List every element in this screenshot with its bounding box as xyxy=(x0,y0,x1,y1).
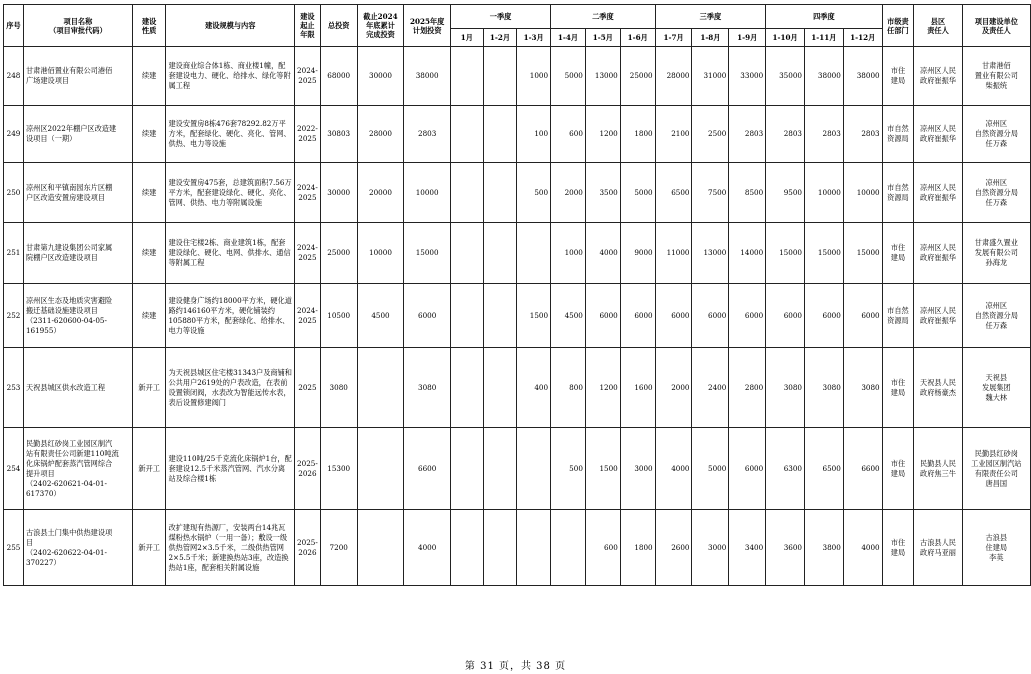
cell-month-value: 100 xyxy=(517,106,551,163)
cell-month-value xyxy=(483,223,517,284)
cell-month-value: 3080 xyxy=(804,348,843,428)
cell-done2024 xyxy=(357,510,404,586)
cell-plan2025: 6600 xyxy=(404,428,451,510)
cell-month-value: 2600 xyxy=(655,510,692,586)
cell-month-value: 4000 xyxy=(585,223,620,284)
cell-month-value: 400 xyxy=(517,348,551,428)
cell-county: 凉州区人民 政府崔振华 xyxy=(914,163,962,223)
cell-month-value xyxy=(451,106,484,163)
header-month: 1-8月 xyxy=(692,29,729,47)
cell-month-value: 600 xyxy=(551,106,586,163)
cell-month-value: 15000 xyxy=(843,223,882,284)
cell-total: 30000 xyxy=(320,163,357,223)
cell-month-value: 1000 xyxy=(551,223,586,284)
cell-month-value: 6000 xyxy=(843,284,882,348)
cell-month-value xyxy=(451,510,484,586)
cell-month-value: 2400 xyxy=(692,348,729,428)
cell-month-value: 15000 xyxy=(766,223,805,284)
cell-month-value: 38000 xyxy=(843,47,882,106)
cell-scope: 建设商业综合体1栋、商业楼1幢，配套建设电力、硬化、给排水、绿化等附属工程 xyxy=(166,47,295,106)
cell-month-value: 38000 xyxy=(804,47,843,106)
table-row xyxy=(4,106,1031,163)
cell-month-value: 3000 xyxy=(620,428,655,510)
cell-project-name: 民勤县红砂岗工业园区制汽 站有限责任公司新建110吨流 化床锅炉配套蒸汽管网综合 提升项目 （2402-620621-04-01-617370） xyxy=(23,428,132,510)
cell-month-value: 2500 xyxy=(692,106,729,163)
cell-month-value: 6000 xyxy=(620,284,655,348)
cell-done2024 xyxy=(357,348,404,428)
table-row xyxy=(4,428,1031,510)
cell-month-value: 1200 xyxy=(585,348,620,428)
cell-project-name: 凉州区2022年棚户区改造建 设项目（一期） xyxy=(23,106,132,163)
cell-total: 15300 xyxy=(320,428,357,510)
cell-period: 2024- 2025 xyxy=(295,223,321,284)
cell-city-dept: 市自然 资源局 xyxy=(882,106,914,163)
cell-nature: 新开工 xyxy=(132,348,166,428)
cell-month-value: 1500 xyxy=(517,284,551,348)
cell-nature: 新开工 xyxy=(132,428,166,510)
cell-total: 68000 xyxy=(320,47,357,106)
header-month: 1-11月 xyxy=(804,29,843,47)
cell-plan2025: 2803 xyxy=(404,106,451,163)
cell-county: 民勤县人民 政府焦三牛 xyxy=(914,428,962,510)
header-county: 县区 责任人 xyxy=(914,5,962,47)
cell-month-value xyxy=(483,47,517,106)
header-month: 1-10月 xyxy=(766,29,805,47)
cell-unit: 凉州区 自然资源分局 任万森 xyxy=(962,284,1030,348)
cell-month-value: 14000 xyxy=(729,223,766,284)
cell-month-value: 1000 xyxy=(517,47,551,106)
cell-county: 凉州区人民 政府崔振华 xyxy=(914,106,962,163)
header-total: 总投资 xyxy=(320,5,357,47)
header-city-dept: 市级责 任部门 xyxy=(882,5,914,47)
cell-total: 7200 xyxy=(320,510,357,586)
cell-month-value: 6000 xyxy=(729,428,766,510)
cell-nature: 续建 xyxy=(132,106,166,163)
table-row xyxy=(4,510,1031,586)
cell-period: 2025- 2026 xyxy=(295,428,321,510)
cell-month-value: 6300 xyxy=(766,428,805,510)
cell-month-value: 11000 xyxy=(655,223,692,284)
cell-month-value xyxy=(483,348,517,428)
header-nature: 建设 性质 xyxy=(132,5,166,47)
cell-nature: 续建 xyxy=(132,223,166,284)
cell-unit: 天祝县 发展集团 魏大林 xyxy=(962,348,1030,428)
cell-month-value: 2803 xyxy=(729,106,766,163)
header-month: 1-5月 xyxy=(585,29,620,47)
header-month: 1-7月 xyxy=(655,29,692,47)
cell-month-value: 1800 xyxy=(620,106,655,163)
cell-seq: 250 xyxy=(4,163,24,223)
cell-month-value: 4000 xyxy=(843,510,882,586)
cell-month-value: 9000 xyxy=(620,223,655,284)
header-month: 1-2月 xyxy=(483,29,517,47)
cell-county: 古浪县人民 政府马亚丽 xyxy=(914,510,962,586)
cell-month-value: 600 xyxy=(585,510,620,586)
cell-plan2025: 3080 xyxy=(404,348,451,428)
cell-seq: 251 xyxy=(4,223,24,284)
cell-period: 2025- 2026 xyxy=(295,510,321,586)
cell-month-value: 6500 xyxy=(655,163,692,223)
cell-nature: 续建 xyxy=(132,284,166,348)
cell-scope: 为天祝县城区住宅楼31343户及商铺和公共用户2619处的户表改造，在表前设置锁闭阀，水表改为智能远传水表，表后设置修建阀门 xyxy=(166,348,295,428)
cell-month-value xyxy=(451,428,484,510)
cell-month-value: 800 xyxy=(551,348,586,428)
cell-nature: 续建 xyxy=(132,163,166,223)
table-row xyxy=(4,163,1031,223)
cell-month-value: 8500 xyxy=(729,163,766,223)
cell-month-value: 6000 xyxy=(692,284,729,348)
cell-month-value: 3500 xyxy=(585,163,620,223)
cell-seq: 249 xyxy=(4,106,24,163)
cell-month-value: 7500 xyxy=(692,163,729,223)
cell-scope: 建设住宅楼2栋、商业建筑1栋，配套建设绿化、硬化、电网、供排水、通信等附属工程 xyxy=(166,223,295,284)
cell-city-dept: 市住 建局 xyxy=(882,223,914,284)
cell-month-value xyxy=(451,47,484,106)
investment-table xyxy=(3,4,1031,586)
cell-month-value xyxy=(483,428,517,510)
cell-scope: 改扩建现有热源厂，安装两台14兆瓦煤粉热水锅炉（一用一备）；敷设一级供热管网2×3.5千米，二级供热管网2×5.5千米；新建换热站3座，改造换热站1座，配套相关附属设施 xyxy=(166,510,295,586)
cell-done2024: 30000 xyxy=(357,47,404,106)
cell-unit: 甘肃盛久置业 发展有限公司 孙海龙 xyxy=(962,223,1030,284)
header-plan2025: 2025年度 计划投资 xyxy=(404,5,451,47)
cell-month-value: 1500 xyxy=(585,428,620,510)
cell-month-value xyxy=(451,163,484,223)
cell-month-value xyxy=(483,106,517,163)
cell-project-name: 天祝县城区供水改造工程 xyxy=(23,348,132,428)
cell-plan2025: 38000 xyxy=(404,47,451,106)
cell-month-value: 31000 xyxy=(692,47,729,106)
header-month: 1-12月 xyxy=(843,29,882,47)
cell-month-value: 13000 xyxy=(585,47,620,106)
cell-month-value: 33000 xyxy=(729,47,766,106)
cell-month-value: 2803 xyxy=(804,106,843,163)
header-q2: 二季度 xyxy=(551,5,656,29)
cell-month-value xyxy=(517,428,551,510)
cell-month-value: 1800 xyxy=(620,510,655,586)
header-q4: 四季度 xyxy=(766,5,882,29)
header-q1: 一季度 xyxy=(451,5,551,29)
header-q3: 三季度 xyxy=(655,5,766,29)
header-scope: 建设规模与内容 xyxy=(166,5,295,47)
cell-month-value: 4000 xyxy=(655,428,692,510)
cell-month-value: 10000 xyxy=(804,163,843,223)
cell-month-value: 6500 xyxy=(804,428,843,510)
cell-month-value xyxy=(551,510,586,586)
cell-unit: 甘肃港佰 置业有限公司 柴振统 xyxy=(962,47,1030,106)
cell-month-value: 13000 xyxy=(692,223,729,284)
cell-seq: 254 xyxy=(4,428,24,510)
cell-plan2025: 15000 xyxy=(404,223,451,284)
table-row xyxy=(4,223,1031,284)
cell-month-value: 3800 xyxy=(804,510,843,586)
header-seq: 序号 xyxy=(4,5,24,47)
cell-unit: 凉州区 自然资源分局 任万森 xyxy=(962,106,1030,163)
cell-month-value: 1200 xyxy=(585,106,620,163)
cell-month-value: 3080 xyxy=(766,348,805,428)
header-unit: 项目建设单位 及责任人 xyxy=(962,5,1030,47)
header-month: 1-4月 xyxy=(551,29,586,47)
cell-plan2025: 10000 xyxy=(404,163,451,223)
cell-month-value: 1600 xyxy=(620,348,655,428)
cell-total: 30803 xyxy=(320,106,357,163)
cell-plan2025: 4000 xyxy=(404,510,451,586)
table-row xyxy=(4,348,1031,428)
cell-project-name: 凉州区生态及地质灾害避险 搬迁基础设施建设项目 （2311-620600-04-05-161955） xyxy=(23,284,132,348)
cell-month-value xyxy=(517,223,551,284)
cell-city-dept: 市自然 资源局 xyxy=(882,284,914,348)
cell-city-dept: 市住 建局 xyxy=(882,47,914,106)
header-done2024: 截止2024 年底累计 完成投资 xyxy=(357,5,404,47)
table-row xyxy=(4,284,1031,348)
cell-scope: 建设安置房8栋476套78292.82万平方米，配套绿化、硬化、亮化、管网、供热、电力等设施 xyxy=(166,106,295,163)
cell-project-name: 古浪县土门集中供热建设项 目 （2402-620622-04-01-370227） xyxy=(23,510,132,586)
cell-county: 凉州区人民 政府崔振华 xyxy=(914,284,962,348)
cell-month-value xyxy=(483,510,517,586)
cell-unit: 古浪县 住建局 李英 xyxy=(962,510,1030,586)
cell-month-value: 500 xyxy=(551,428,586,510)
cell-month-value: 6600 xyxy=(843,428,882,510)
cell-month-value: 10000 xyxy=(843,163,882,223)
cell-month-value: 6000 xyxy=(729,284,766,348)
cell-month-value xyxy=(451,284,484,348)
cell-month-value: 2000 xyxy=(655,348,692,428)
cell-month-value: 9500 xyxy=(766,163,805,223)
cell-project-name: 甘肃港佰置业有限公司港佰 广场建设项目 xyxy=(23,47,132,106)
cell-month-value: 500 xyxy=(517,163,551,223)
cell-total: 10500 xyxy=(320,284,357,348)
page-footer: 第 31 页，共 38 页 xyxy=(464,661,567,672)
cell-month-value: 6000 xyxy=(804,284,843,348)
cell-seq: 253 xyxy=(4,348,24,428)
cell-scope: 建设安置房475套，总建筑面积7.56万平方米，配套建设绿化、硬化、亮化、管网、供热、电力等附属设施 xyxy=(166,163,295,223)
header-month: 1-3月 xyxy=(517,29,551,47)
cell-month-value: 2803 xyxy=(843,106,882,163)
header-period: 建设 起止 年限 xyxy=(295,5,321,47)
cell-done2024 xyxy=(357,428,404,510)
cell-project-name: 凉州区和平镇南园东片区棚 户区改造安置房建设项目 xyxy=(23,163,132,223)
cell-month-value xyxy=(517,510,551,586)
header-name: 项目名称 （项目审批代码） xyxy=(23,5,132,47)
cell-month-value: 3600 xyxy=(766,510,805,586)
cell-month-value: 2000 xyxy=(551,163,586,223)
cell-done2024: 20000 xyxy=(357,163,404,223)
cell-unit: 民勤县红砂岗 工业园区制汽站 有限责任公司 唐昌国 xyxy=(962,428,1030,510)
cell-seq: 255 xyxy=(4,510,24,586)
cell-month-value xyxy=(483,163,517,223)
cell-done2024: 10000 xyxy=(357,223,404,284)
cell-month-value: 3000 xyxy=(692,510,729,586)
cell-period: 2024- 2025 xyxy=(295,47,321,106)
cell-period: 2025 xyxy=(295,348,321,428)
cell-month-value: 2800 xyxy=(729,348,766,428)
table-row xyxy=(4,47,1031,106)
cell-month-value: 6000 xyxy=(585,284,620,348)
cell-county: 天祝县人民 政府杨豪杰 xyxy=(914,348,962,428)
cell-month-value: 3400 xyxy=(729,510,766,586)
cell-month-value xyxy=(451,223,484,284)
cell-month-value: 4500 xyxy=(551,284,586,348)
cell-month-value: 2100 xyxy=(655,106,692,163)
cell-nature: 续建 xyxy=(132,47,166,106)
cell-month-value: 35000 xyxy=(766,47,805,106)
header-month: 1月 xyxy=(451,29,484,47)
cell-period: 2022- 2025 xyxy=(295,106,321,163)
cell-city-dept: 市住 建局 xyxy=(882,348,914,428)
cell-done2024: 28000 xyxy=(357,106,404,163)
cell-county: 凉州区人民 政府崔振华 xyxy=(914,223,962,284)
cell-scope: 建设健身广场约18000平方米，硬化道路约146160平方米，硬化铺装约105880平方米，配套绿化、给排水、电力等设施 xyxy=(166,284,295,348)
cell-scope: 建设110吨/25千克流化床锅炉1台，配套建设12.5千米蒸汽管网、汽水分离站及综合楼1栋 xyxy=(166,428,295,510)
cell-month-value: 3080 xyxy=(843,348,882,428)
cell-month-value: 6000 xyxy=(655,284,692,348)
cell-nature: 新开工 xyxy=(132,510,166,586)
cell-total: 25000 xyxy=(320,223,357,284)
cell-month-value: 15000 xyxy=(804,223,843,284)
cell-city-dept: 市住 建局 xyxy=(882,428,914,510)
header-month: 1-9月 xyxy=(729,29,766,47)
cell-month-value: 28000 xyxy=(655,47,692,106)
cell-month-value: 5000 xyxy=(551,47,586,106)
cell-period: 2024- 2025 xyxy=(295,284,321,348)
cell-done2024: 4500 xyxy=(357,284,404,348)
cell-month-value: 5000 xyxy=(692,428,729,510)
header-month: 1-6月 xyxy=(620,29,655,47)
cell-unit: 凉州区 自然资源分局 任万森 xyxy=(962,163,1030,223)
cell-seq: 252 xyxy=(4,284,24,348)
cell-month-value: 2803 xyxy=(766,106,805,163)
cell-seq: 248 xyxy=(4,47,24,106)
cell-month-value: 6000 xyxy=(766,284,805,348)
cell-city-dept: 市自然 资源局 xyxy=(882,163,914,223)
cell-total: 3080 xyxy=(320,348,357,428)
cell-plan2025: 6000 xyxy=(404,284,451,348)
cell-month-value xyxy=(451,348,484,428)
cell-month-value: 5000 xyxy=(620,163,655,223)
cell-project-name: 甘肃第九建设集团公司家属 院棚户区改造建设项目 xyxy=(23,223,132,284)
cell-county: 凉州区人民 政府崔振华 xyxy=(914,47,962,106)
cell-month-value xyxy=(483,284,517,348)
cell-month-value: 25000 xyxy=(620,47,655,106)
cell-city-dept: 市住 建局 xyxy=(882,510,914,586)
cell-period: 2024- 2025 xyxy=(295,163,321,223)
